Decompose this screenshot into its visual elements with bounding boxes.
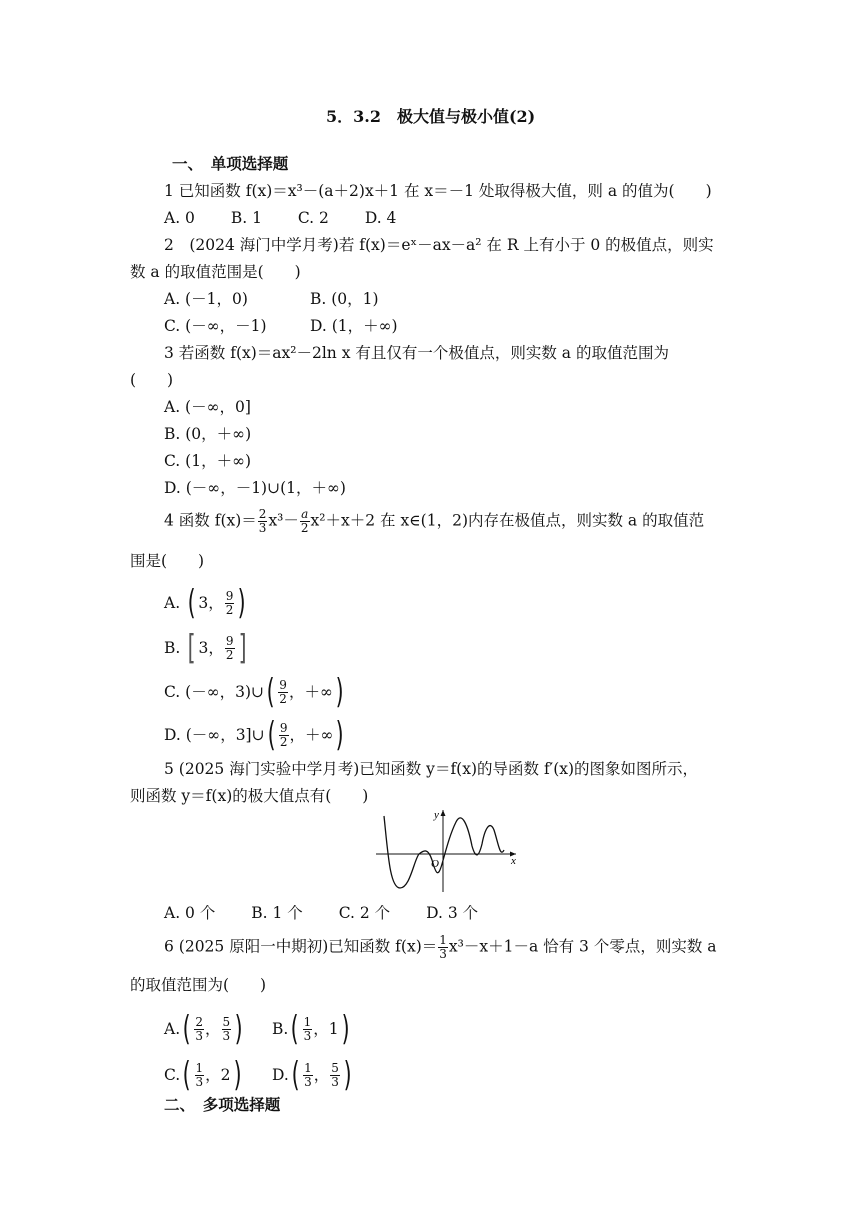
paren-right: ) (237, 583, 246, 623)
q3-option-b: B. (0，＋∞) (164, 425, 252, 443)
q2-option-d: D. (1，＋∞) (310, 317, 398, 335)
q6-suffix: x³－x＋1－a 恰有 3 个零点，则实数 a (448, 937, 717, 956)
den: 2 (279, 691, 287, 706)
q6-stem-line1 (164, 934, 717, 961)
q4-option-b (164, 628, 249, 668)
q4-option-a (164, 583, 249, 623)
q6-prefix: 6 (2025 原阳一中期初)已知函数 f(x)＝ (164, 937, 438, 956)
y-axis-arrow (441, 810, 446, 816)
q6-a-frac2 (222, 1016, 232, 1043)
q3-stem-line2: ( ) (130, 371, 174, 389)
paren-right: ) (336, 715, 345, 755)
q4-d-label: D. (－∞，3]∪ (164, 726, 265, 744)
num: 1 (303, 1014, 312, 1029)
paren-right: ) (335, 672, 344, 712)
comma: ， (313, 1066, 330, 1084)
comma: ， (205, 1020, 221, 1038)
q4-d-frac (279, 722, 289, 749)
q4-option-c (164, 672, 346, 712)
q6-d-frac2 (330, 1062, 340, 1089)
q2-stem-line2: 数 a 的取值范围是( ) (130, 263, 301, 281)
q4-c-inf: ，＋∞ (288, 683, 333, 701)
origin-label: O (431, 858, 439, 870)
q2-stem-line1: 2 (2024 海门中学月考)若 f(x)＝eˣ－ax－a² 在 R 上有小于 0 的极值点，则实 (164, 236, 714, 254)
paren-right: ) (234, 1009, 243, 1049)
bracket-right: ] (238, 628, 247, 668)
q4-d-inf: ，＋∞ (289, 726, 334, 744)
num: 1 (439, 933, 447, 947)
num: 9 (225, 633, 234, 648)
q3-stem-line1: 3 若函数 f(x)＝ax²－2ln x 有且仅有一个极值点，则实数 a 的取值范围为 (164, 344, 669, 362)
q3-option-c: C. (1，＋∞) (164, 452, 252, 470)
q6-b-frac1 (303, 1016, 313, 1043)
derivative-curve (384, 816, 504, 888)
axis-y-label: y (434, 809, 439, 821)
q4-frac2-num: a (301, 507, 309, 521)
section-single-choice: 一、 单项选择题 (172, 154, 289, 173)
q6-b-v2: 1 (328, 1020, 339, 1038)
paren-left: ( (291, 1055, 300, 1095)
paren-right: ) (343, 1055, 352, 1095)
q2-option-b: B. (0，1) (310, 290, 379, 308)
num: 1 (304, 1060, 312, 1075)
num: 9 (279, 720, 288, 735)
bracket-left: [ (187, 628, 196, 668)
q3-option-d: D. (－∞，－1)∪(1，＋∞) (164, 479, 346, 497)
q4-prefix: 4 函数 f(x)＝ (164, 511, 257, 530)
paren-left: ( (182, 1009, 191, 1049)
paren-right: ) (341, 1009, 350, 1049)
den: 3 (195, 1028, 204, 1043)
den: 3 (222, 1028, 231, 1043)
section-multiple-choice: 二、 多项选择题 (164, 1095, 281, 1114)
num: 9 (225, 588, 234, 603)
den: 3 (304, 1074, 312, 1089)
den: 3 (303, 1028, 312, 1043)
q2-option-c: C. (－∞，－1) (164, 317, 267, 335)
q5-stem-line2: 则函数 y＝f(x)的极大值点有( ) (130, 787, 369, 805)
paren-left: ( (290, 1009, 299, 1049)
num: 2 (195, 1014, 204, 1029)
q6-option-c (164, 1055, 244, 1095)
den: 2 (279, 734, 288, 749)
paren-left: ( (267, 715, 276, 755)
q4-b-three: 3， (198, 639, 224, 657)
paren-left: ( (182, 1055, 191, 1095)
den: 3 (331, 1074, 339, 1089)
q4-stem-line1 (164, 508, 704, 535)
q6-b-label: B. (272, 1020, 289, 1038)
paren-right: ) (233, 1055, 242, 1095)
comma: ， (313, 1020, 329, 1038)
q6-c-v2: 2 (220, 1066, 231, 1084)
q6-option-a (164, 1009, 245, 1049)
q2-option-a: A. (－1，0) (164, 290, 248, 308)
q5-stem-line1: 5 (2025 海门实验中学月考)已知函数 y＝f(x)的导函数 f′(x)的图象如图所示， (164, 760, 699, 778)
q6-c-frac1 (195, 1062, 205, 1089)
q1-options: A. 0 B. 1 C. 2 D. 4 (164, 209, 397, 227)
q6-frac-1-3 (438, 934, 448, 961)
axis-x-label: x (511, 855, 516, 867)
q4-b-label: B. (164, 639, 181, 657)
q4-a-frac (225, 590, 235, 617)
q4-frac-2-3 (258, 508, 268, 535)
q4-stem-line2: 围是( ) (130, 552, 205, 570)
q6-d-frac1 (303, 1062, 313, 1089)
q6-a-label: A. (164, 1020, 181, 1038)
q4-frac1-num: 2 (258, 507, 267, 521)
num: 5 (331, 1060, 339, 1075)
comma: ， (205, 1066, 221, 1084)
den: 3 (195, 1074, 204, 1089)
q4-c-frac (278, 679, 288, 706)
q5-options: A. 0 个 B. 1 个 C. 2 个 D. 3 个 (164, 904, 479, 922)
num: 5 (222, 1014, 231, 1029)
num: 9 (279, 677, 287, 692)
q4-b-frac (225, 635, 235, 662)
den: 2 (225, 647, 234, 662)
q4-frac-a-2 (300, 508, 310, 535)
q4-suffix: x²＋x＋2 在 x∈(1，2)内存在极值点，则实数 a 的取值范 (310, 511, 705, 530)
q6-option-d (272, 1055, 354, 1095)
q4-frac1-den: 3 (258, 521, 267, 535)
q6-d-label: D. (272, 1066, 289, 1084)
q3-option-a: A. (－∞，0] (164, 398, 251, 416)
den: 3 (439, 947, 447, 961)
paren-left: ( (266, 672, 275, 712)
q4-mid: x³－ (268, 511, 299, 530)
page-title: 5．3.2 极大值与极小值(2) (326, 107, 536, 126)
derivative-graph (372, 806, 522, 896)
q6-c-label: C. (164, 1066, 181, 1084)
paren-left: ( (187, 583, 196, 623)
q4-option-d (164, 715, 347, 755)
q6-stem-line2: 的取值范围为( ) (130, 976, 267, 994)
q1-stem: 1 已知函数 f(x)＝x³－(a＋2)x＋1 在 x＝－1 处取得极大值，则 a 的值为( ) (164, 182, 712, 200)
q4-a-label: A. (164, 594, 181, 612)
q4-frac2-den: 2 (300, 521, 309, 535)
num: 1 (195, 1060, 204, 1075)
den: 2 (225, 602, 234, 617)
q6-option-b (272, 1009, 352, 1049)
q4-c-label: C. (－∞，3)∪ (164, 683, 265, 701)
q4-a-three: 3， (198, 594, 224, 612)
q6-a-frac1 (194, 1016, 204, 1043)
